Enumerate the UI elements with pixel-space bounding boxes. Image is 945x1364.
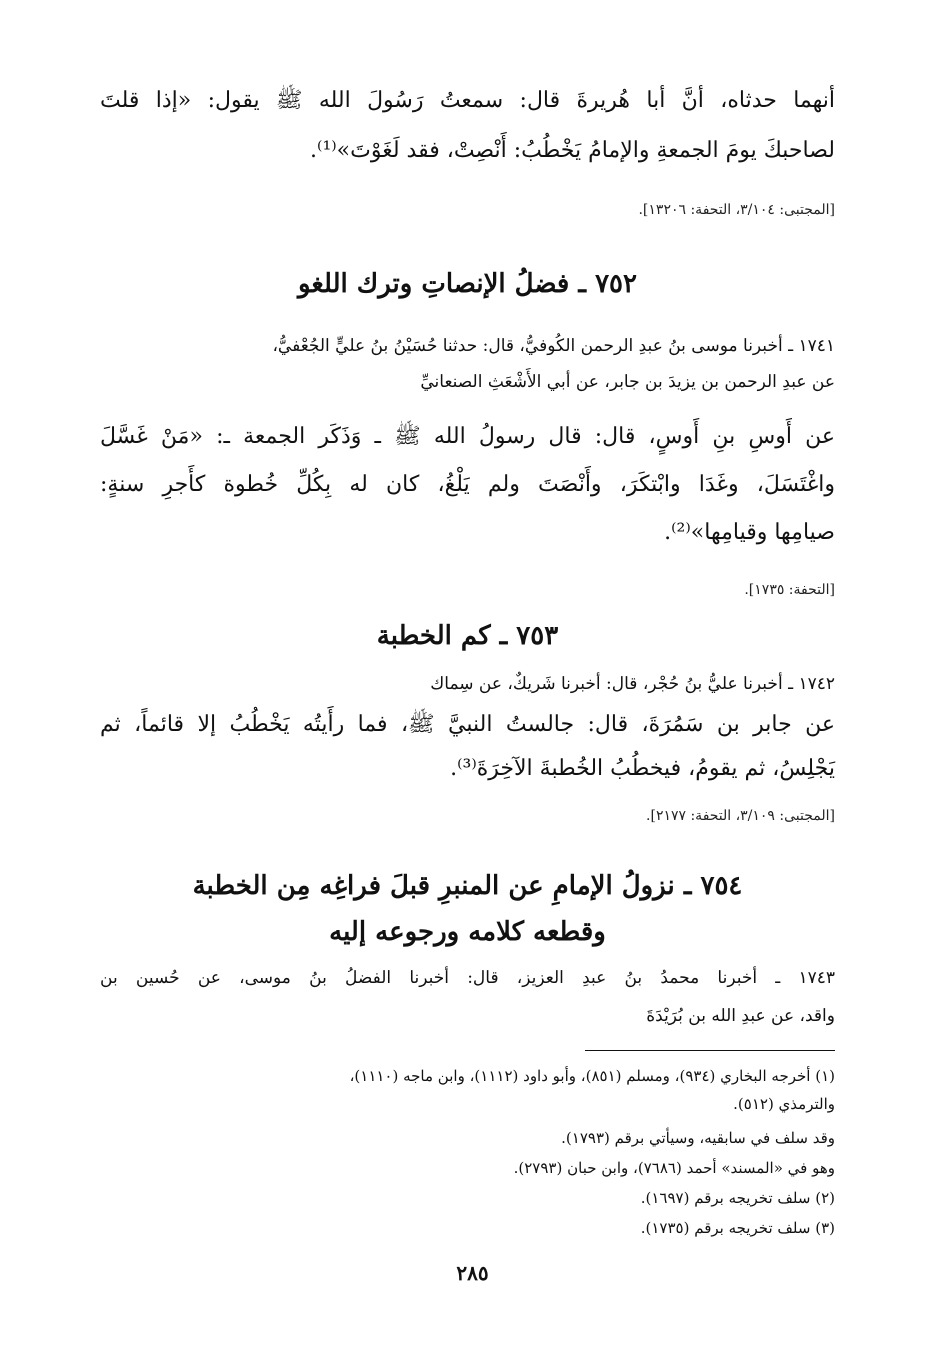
footnote-line: (٢) سلف تخريجه برقم (١٦٩٧). — [640, 1189, 835, 1207]
isnad-line: واقد، عن عبدِ الله بن بُرَيْدَةَ — [646, 1006, 835, 1026]
footnote-line: والترمذي (٥١٢). — [733, 1095, 835, 1113]
footnote-line: (١) أخرجه البخاري (٩٣٤)، ومسلم (٨٥١)، وأبو داود (١١١٢)، وابن ماجه (١١١٠)، — [349, 1067, 835, 1085]
footnote-line: وقد سلف في سابقيه، وسيأتي برقم (١٧٩٣). — [561, 1129, 835, 1147]
footnote-line: وهو في «المسند» أحمد (٧٦٨٦)، وابن حبان (٢٧٩٣). — [513, 1159, 835, 1177]
matn-line: صيامِها وقيامِها»⁽²⁾. — [664, 520, 835, 545]
footnote-separator — [585, 1050, 835, 1051]
section-heading: ٧٥٢ ـ فضلُ الإنصاتِ وترك اللغو — [298, 269, 637, 299]
text-line: لصاحبكَ يومَ الجمعةِ والإمامُ يَخْطُبُ: أَنْصِتْ، فقد لَغَوْتَ»⁽¹⁾. — [310, 138, 835, 163]
page-number: ٢٨٥ — [456, 1261, 489, 1285]
matn-line: عن أَوسِ بنِ أَوسٍ، قال: قال رسولُ الله ﷺ ـ وَذَكَر الجمعة ـ: «مَنْ غَسَّلَ — [100, 424, 835, 449]
isnad-line: ١٧٤٢ ـ أخبرنا عليُّ بنُ حُجْر، قال: أخبرنا شَريكٌ، عن سِماك — [430, 674, 835, 694]
section-heading: ٧٥٤ ـ نزولُ الإمامِ عن المنبرِ قبلَ فراغِه مِن الخطبة — [192, 871, 743, 901]
section-heading: ٧٥٣ ـ كم الخطبة — [376, 621, 559, 651]
isnad-line: ١٧٤١ ـ أخبرنا موسى بنُ عبدِ الرحمن الكُوفيُّ، قال: حدثنا حُسَيْنُ بنُ عليٍّ الجُعْفيُّ، — [272, 336, 835, 356]
matn-line: واغْتَسَلَ، وغَدَا وابْتكَرَ، وأَنْصَتَ ولم يَلْغُ، كان له بِكُلِّ خُطوة كأَجرِ سنةٍ: — [100, 472, 835, 497]
section-heading-continued: وقطعه كلامه ورجوعه إليه — [329, 917, 606, 947]
reference-note: [التحفة: ١٧٣٥]. — [744, 582, 835, 598]
footnote-line: (٣) سلف تخريجه برقم (١٧٣٥). — [640, 1219, 835, 1237]
isnad-line: عن عبدِ الرحمن بن يزيدَ بن جابر، عن أبي الأَشْعَثِ الصنعانيِّ — [420, 372, 835, 392]
reference-note: [المجتبى: ٣/١٠٩، التحفة: ٢١٧٧]. — [646, 808, 835, 824]
reference-note: [المجتبى: ٣/١٠٤، التحفة: ١٣٢٠٦]. — [638, 202, 835, 218]
matn-line: يَجْلِسُ، ثم يقومُ، فيخطُبُ الخُطبةَ الآخِرَةَ⁽³⁾. — [450, 756, 835, 781]
isnad-line: ١٧٤٣ ـ أخبرنا محمدُ بنُ عبدِ العزيز، قال: أخبرنا الفضلُ بنُ موسى، عن حُسين بن — [100, 968, 835, 988]
matn-line: عن جابر بن سَمُرَةَ، قال: جالستُ النبيَّ ﷺ، فما رأَيتُه يَخْطُبُ إلا قائماً، ثم — [100, 712, 835, 737]
text-line: أنهما حدثاه، أنَّ أبا هُريرةَ قال: سمعتُ رَسُولَ الله ﷺ يقول: «إذا قلتَ — [100, 88, 835, 113]
